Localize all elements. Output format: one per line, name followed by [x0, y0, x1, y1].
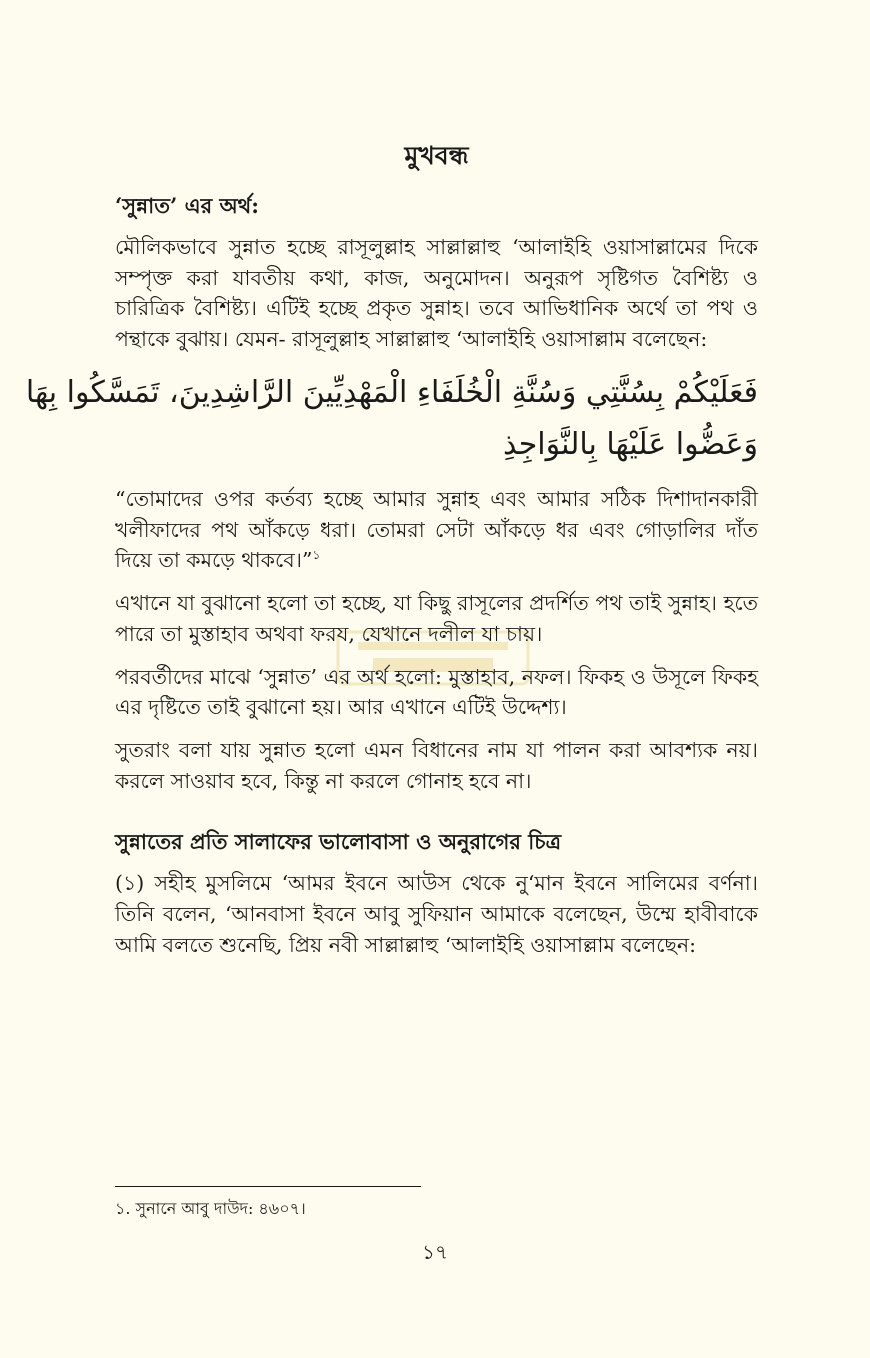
page-number: ১৭	[422, 1240, 448, 1264]
section-heading-salaf: সুন্নাতের প্রতি সালাফের ভালোবাসা ও অনুরাগের চিত্র	[115, 828, 562, 854]
page-content	[25, 140, 758, 972]
paragraph-later-meaning: পরবর্তীদের মাঝে ‘সুন্নাত’ এর অর্থ হলো: মুস্তাহাব, নফল। ফিকহ ও উসূলে ফিকহ এর দৃষ্টিতে তাই বুঝানো হয়। আর এখানে এটিই উদ্দেশ্য।	[115, 664, 758, 720]
arabic-line-1: فَعَلَيْكُمْ بِسُنَّتِي وَسُنَّةِ الْخُلَفَاءِ الْمَهْدِيِّينَ الرَّاشِدِينَ، تَمَسَّكُوا بِهَا	[25, 374, 758, 410]
section-gap	[115, 809, 758, 827]
section-heading-meaning: ‘সুন্নাত’ এর অর্থ:	[115, 192, 260, 218]
footnote: ১. সুনানে আবু দাউদ: ৪৬০৭।	[115, 1199, 306, 1218]
footnote-separator	[115, 1186, 421, 1187]
chapter-title: মুখবন্ধ	[404, 141, 469, 170]
paragraph-translation	[115, 484, 758, 576]
paragraph-narration-1: (১) সহীহ মুসলিমে ‘আমর ইবনে আউস থেকে নু‘মান ইবনে সালিমের বর্ণনা। তিনি বলেন, ‘আনবাসা ইবনে আবু সুফিয়ান আমাকে বলেছেন, উম্মে হাবীবাকে আমি বলতে শুনেছি, প্রিয় নবী সাল্লাল্লাহু ‘আলাইহি ওয়াসাল্লাম বলেছেন:	[115, 871, 758, 957]
paragraph-definition: মৌলিকভাবে সুন্নাত হচ্ছে রাসূলুল্লাহ সাল্লাল্লাহু ‘আলাইহি ওয়াসাল্লামের দিকে সম্পৃক্ত করা যাবতীয় কথা, কাজ, অনুমোদন। অনুরূপ সৃষ্টিগত বৈশিষ্ট্য ও চারিত্রিক বৈশিষ্ট্য। এটিই হচ্ছে প্রকৃত সুন্নাহ। তবে আভিধানিক অর্থে তা পথ ও পন্থাকে বুঝায়। যেমন- রাসূলুল্লাহ সাল্লাল্লাহু ‘আলাইহি ওয়াসাল্লাম বলেছেন:	[115, 234, 758, 352]
translation-text: “তোমাদের ওপর কর্তব্য হচ্ছে আমার সুন্নাহ এবং আমার সঠিক দিশাদানকারী খলীফাদের পথ আঁকড়ে ধরা। তোমরা সেটা আঁকড়ে ধর এবং গোড়ালির দাঁত দিয়ে তা কমড়ে থাকবে।”	[115, 486, 758, 573]
arabic-line-2: وَعَضُّوا عَلَيْهَا بِالنَّوَاجِذِ	[503, 427, 758, 463]
paragraph-conclusion: সুতরাং বলা যায় সুন্নাত হলো এমন বিধানের নাম যা পালন করা আবশ্যক নয়। করলে সাওয়াব হবে, কিন্তু না করলে গোনাহ হবে না।	[115, 738, 758, 793]
paragraph-explanation: এখানে যা বুঝানো হলো তা হচ্ছে, যা কিছু রাসূলের প্রদর্শিত পথ তাই সুন্নাহ। হতে পারে তা মুস্তাহাব অথবা ফরয, যেখানে দলীল যা চায়।	[115, 591, 758, 646]
arabic-hadith-text	[25, 367, 758, 472]
footnote-ref: ১	[312, 548, 321, 563]
